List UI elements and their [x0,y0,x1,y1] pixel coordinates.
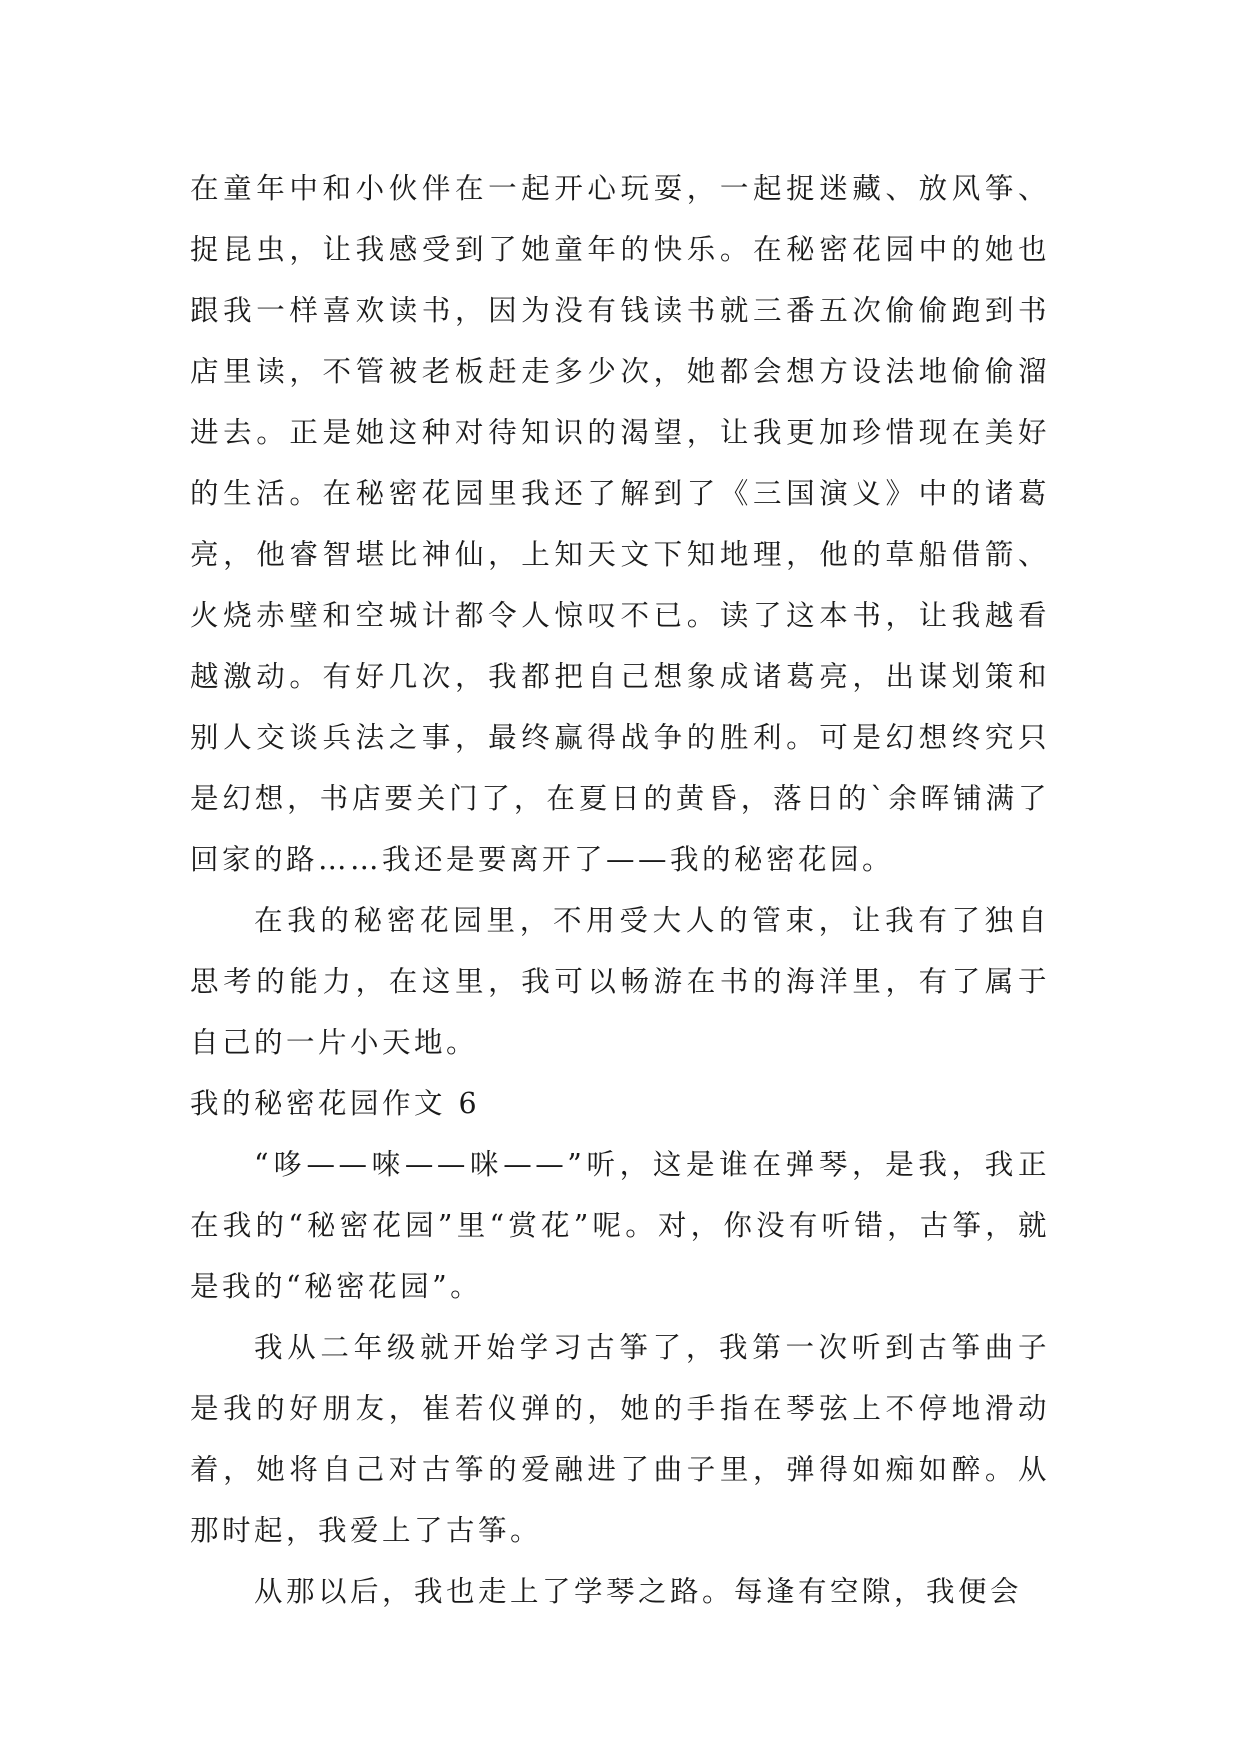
section-title: 我的秘密花园作文 6 [190,1087,481,1120]
paragraph: 从那以后，我也走上了学琴之路。每逢有空隙，我便会 [254,1575,1023,1608]
paragraph: 在我的秘密花园里，不用受大人的管束，让我有了独自思考的能力，在这里，我可以畅游在书的海洋里，有了属于自己的一片小天地。 [190,904,1050,1059]
paragraph: 我从二年级就开始学习古筝了，我第一次听到古筝曲子是我的好朋友，崔若仪弹的，她的手指在琴弦上不停地滑动着，她将自己对古筝的爱融进了曲子里，弹得如痴如醉。从那时起，我爱上了古筝。 [190,1331,1050,1547]
paragraph: 在童年中和小伙伴在一起开心玩耍，一起捉迷藏、放风筝、捉昆虫，让我感受到了她童年的快乐。在秘密花园中的她也跟我一样喜欢读书，因为没有钱读书就三番五次偷偷跑到书店里读，不管被老板赶走多少次，她都会想方设法地偷偷溜进去。正是她这种对待知识的渴望，让我更加珍惜现在美好的生活。在秘密花园里我还了解到了《三国演义》中的诸葛亮，他睿智堪比神仙，上知天文下知地理，他的草船借箭、火烧赤壁和空城计都令人惊叹不已。读了这本书，让我越看越激动。有好几次，我都把自己想象成诸葛亮，出谋划策和别人交谈兵法之事，最终赢得战争的胜利。可是幻想终究只是幻想，书店要关门了，在夏日的黄昏，落日的`余晖铺满了回家的路……我还是要离开了——我的秘密花园。 [190,172,1050,876]
document-body [190,158,1050,1622]
paragraph: “哆——唻——咪——”听，这是谁在弹琴，是我，我正在我的“秘密花园”里“赏花”呢。对，你没有听错，古筝，就是我的“秘密花园”。 [190,1148,1050,1303]
